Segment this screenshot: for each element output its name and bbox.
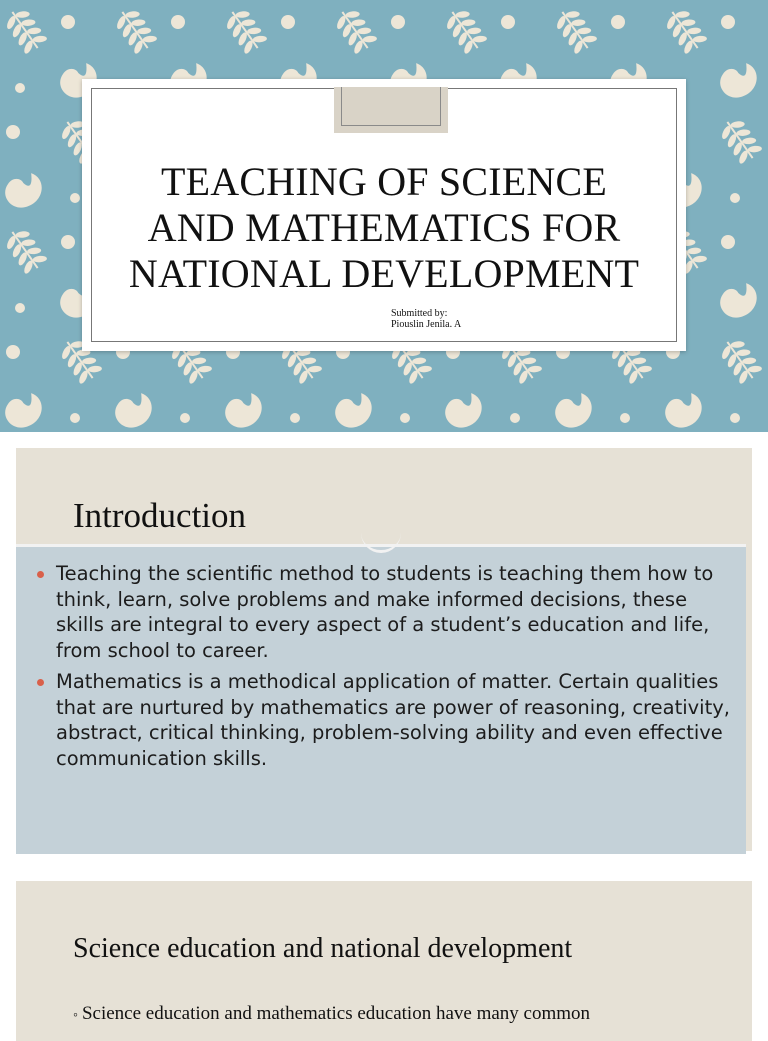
bullet-marker: ◦ — [73, 1008, 78, 1023]
divider-circle-decoration — [361, 533, 401, 553]
title-line: NATIONAL DEVELOPMENT — [128, 251, 640, 296]
submitted-by-block — [391, 308, 461, 330]
bullet-list — [36, 561, 736, 777]
title-slide — [0, 0, 768, 432]
title-card — [82, 79, 686, 351]
content-box — [16, 544, 746, 854]
title-line: AND MATHEMATICS FOR — [147, 205, 621, 250]
body-text: Science education and mathematics education have many common — [81, 1003, 591, 1024]
title-line: TEACHING OF SCIENCE — [160, 159, 608, 204]
slide-title: Introduction — [73, 496, 247, 535]
introduction-slide — [16, 448, 752, 851]
title-card-tab — [334, 87, 448, 133]
presentation-title — [92, 159, 676, 297]
science-education-slide — [16, 881, 752, 1041]
list-item: Mathematics is a methodical application of matter. Certain qualities that are nurtured by mathematics are power of reasoning, creativity, abstract, critical thinking, problem-solving ability and even effective communication skills. — [36, 669, 736, 771]
submitted-label: Submitted by: — [391, 308, 448, 319]
list-item: Teaching the scientific method to students is teaching them how to think, learn, solve problems and make informed decisions, these skills are integral to every aspect of a student’s education and life, from school to career. — [36, 561, 736, 663]
slide-title: Science education and national development — [73, 933, 573, 964]
author-name: Piouslin Jenila. A — [391, 319, 462, 330]
slide-body — [73, 1003, 753, 1025]
